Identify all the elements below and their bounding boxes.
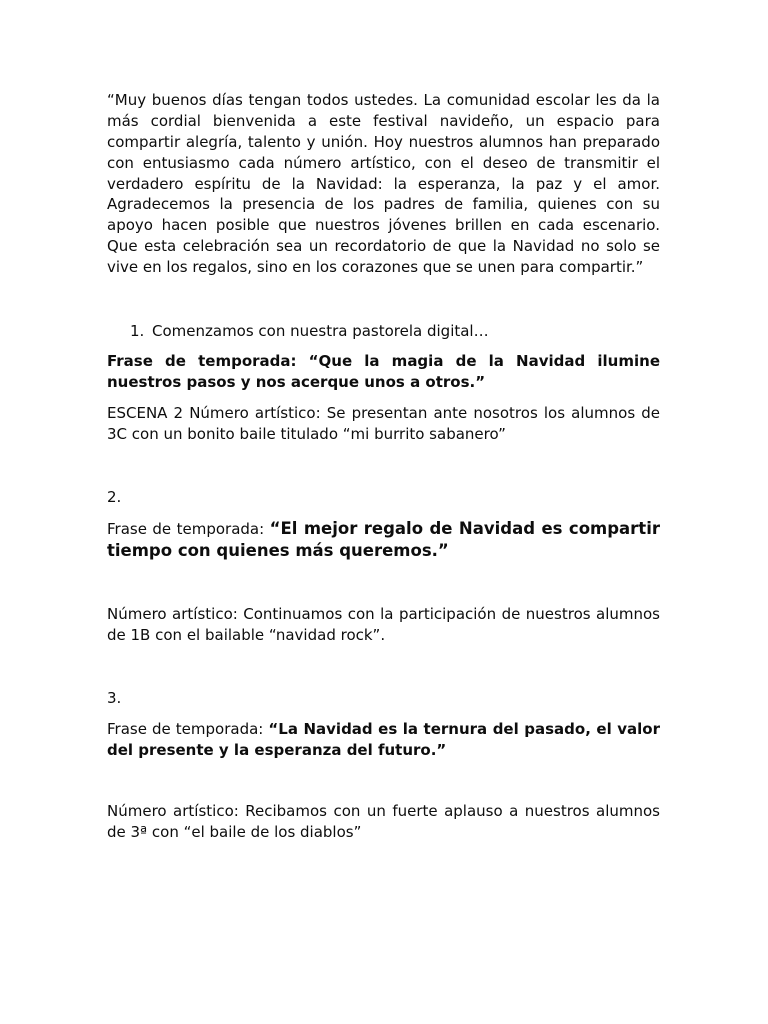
- frase-quote: “El mejor regalo de Navidad es compartir: [269, 519, 660, 538]
- paragraph-line: Número artístico: Recibamos con un fuerte aplauso a nuestros alumnos: [107, 802, 660, 820]
- frase-quote: tiempo con quienes más queremos.”: [107, 541, 449, 560]
- frase-de-temporada: [107, 351, 660, 393]
- frase-de-temporada: [107, 518, 660, 562]
- list-item: [130, 321, 660, 342]
- frase-label: Frase de temporada:: [107, 520, 265, 538]
- list-number: 1.: [130, 322, 145, 340]
- paragraph-line: con entusiasmo cada número artístico, con el deseo de transmitir el: [107, 153, 660, 172]
- paragraph-line: “Muy buenos días tengan todos ustedes. La comunidad escolar les da la: [107, 91, 660, 109]
- paragraph-line: Número artístico: Continuamos con la participación de nuestros alumnos: [107, 605, 660, 623]
- frase-line: [107, 719, 660, 740]
- paragraph-line: Agradecemos la presencia de los padres de familia, quienes con su: [107, 195, 660, 214]
- intro-paragraph: [107, 90, 660, 278]
- numero-artistico-paragraph: [107, 801, 660, 843]
- paragraph-line: ESCENA 2 Número artístico: Se presentan ante nosotros los alumnos de: [107, 404, 660, 422]
- paragraph-line: Que esta celebración sea un recordatorio de que la Navidad no solo se: [107, 237, 660, 256]
- paragraph-line: 3C con un bonito baile titulado “mi burrito sabanero”: [107, 424, 506, 443]
- paragraph-line: vive en los regalos, sino en los corazones que se unen para compartir.”: [107, 258, 644, 276]
- paragraph-line: apoyo hacen posible que nuestros jóvenes brillen en cada escenario.: [107, 216, 660, 235]
- list-item-text: Comenzamos con nuestra pastorela digital…: [152, 322, 489, 340]
- numero-artistico-paragraph: [107, 604, 660, 646]
- frase-quote: “La Navidad es la ternura del pasado, el valor: [268, 720, 660, 738]
- frase-line: Frase de temporada: “Que la magia de la Navidad ilumine: [107, 352, 660, 370]
- frase-quote: del presente y la esperanza del futuro.”: [107, 740, 447, 759]
- frase-line: [107, 518, 660, 540]
- section-number: 3.: [107, 689, 122, 707]
- section-number: 2.: [107, 488, 122, 506]
- frase-de-temporada: [107, 719, 660, 761]
- paragraph-line: verdadero espíritu de la Navidad: la esperanza, la paz y el amor.: [107, 174, 660, 193]
- paragraph-line: más cordial bienvenida a este festival navideño, un espacio para: [107, 111, 660, 130]
- paragraph-line: compartir alegría, talento y unión. Hoy nuestros alumnos han preparado: [107, 132, 660, 151]
- frase-line: nuestros pasos y nos acerque unos a otros.”: [107, 372, 486, 391]
- frase-label: Frase de temporada:: [107, 720, 264, 738]
- paragraph-line: de 3ª con “el baile de los diablos”: [107, 822, 362, 841]
- paragraph-line: de 1B con el bailable “navidad rock”.: [107, 625, 386, 644]
- escena-paragraph: [107, 403, 660, 445]
